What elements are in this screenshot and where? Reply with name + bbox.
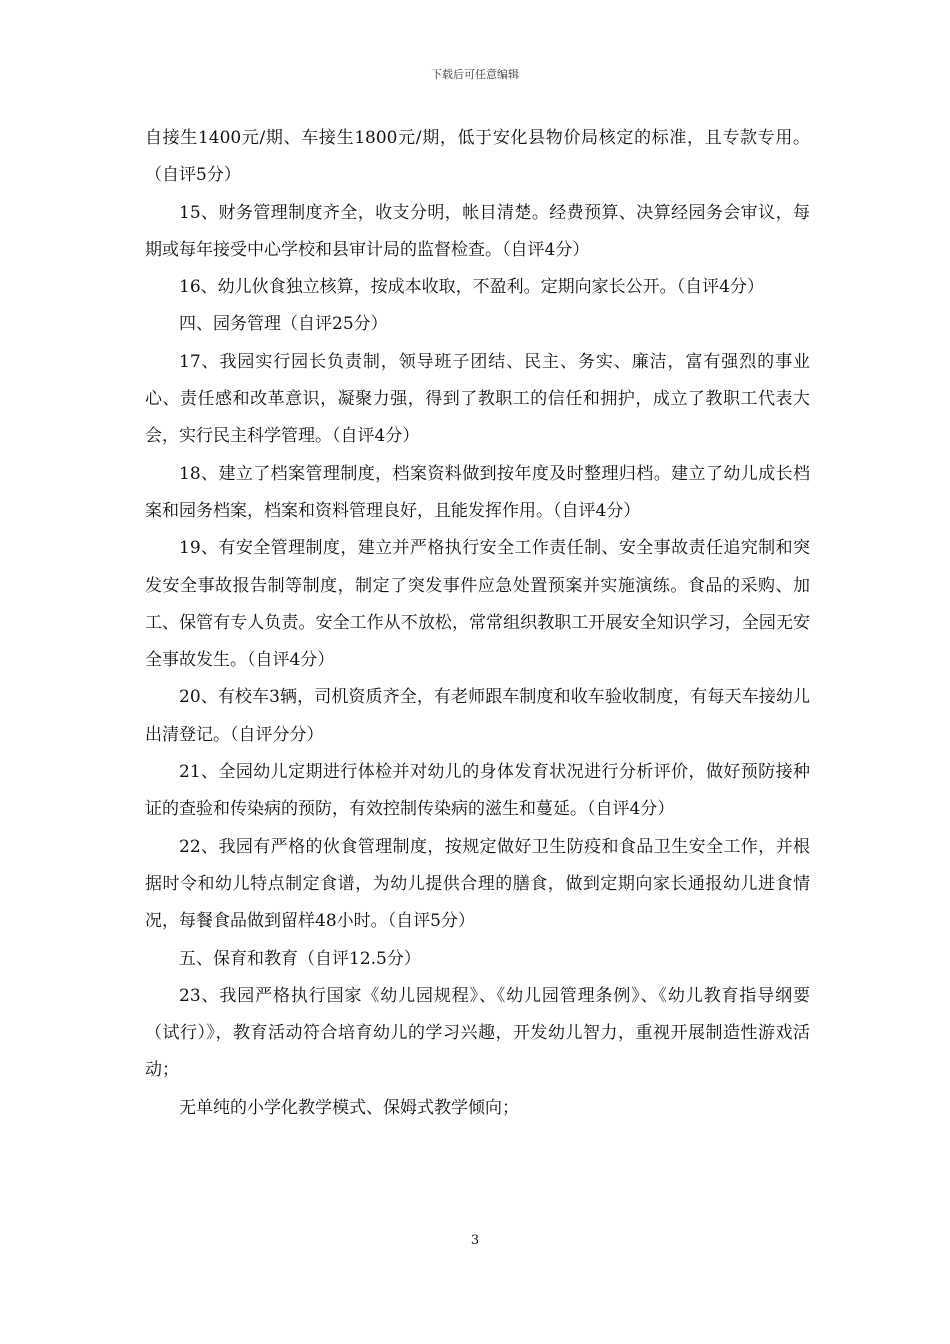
paragraph: 23、我园严格执行国家《幼儿园规程》、《幼儿园管理条例》、《幼儿教育指导纲要（试行）》，教育活动符合培育幼儿的学习兴趣，开发幼儿智力，重视开展制造性游戏活动； [145,985,810,1081]
paragraph: 17、我园实行园长负责制，领导班子团结、民主、务实、廉洁，富有强烈的事业心、责任感和改革意识，凝聚力强，得到了教职工的信任和拥护，成立了教职工代表大会，实行民主科学管理。（自评4分） [145,351,810,447]
paragraph: 22、我园有严格的伙食管理制度，按规定做好卫生防疫和食品卫生安全工作，并根据时令和幼儿特点制定食谱，为幼儿提供合理的膳食，做到定期向家长通报幼儿进食情况，每餐食品做到留样48小时。（自评5分） [145,836,810,932]
section-heading: 四、园务管理（自评25分） [179,314,388,335]
paragraph: 19、有安全管理制度，建立并严格执行安全工作责任制、安全事故责任追究制和突发安全事故报告制等制度，制定了突发事件应急处置预案并实施演练。食品的采购、加工、保管有专人负责。安全工作从不放松，常常组织教职工开展安全知识学习，全园无安全事故发生。（自评4分） [145,538,810,671]
page-header: 下载后可任意编辑 [431,68,519,81]
paragraph: 16、幼儿伙食独立核算，按成本收取，不盈利。定期向家长公开。（自评4分） [179,277,764,298]
page-number: 3 [470,1233,480,1248]
paragraph: 15、财务管理制度齐全，收支分明，帐目清楚。经费预算、决算经园务会审议，每期或每年接受中心学校和县审计局的监督检查。（自评4分） [145,202,810,260]
paragraph: 21、全园幼儿定期进行体检并对幼儿的身体发育状况进行分析评价，做好预防接种证的查验和传染病的预防，有效控制传染病的滋生和蔓延。（自评4分） [145,762,810,820]
paragraph: 20、有校车3辆，司机资质齐全，有老师跟车制度和收车验收制度，有每天车接幼儿出清登记。（自评分分） [145,687,810,745]
paragraph: 无单纯的小学化教学模式、保姆式教学倾向； [179,1097,519,1118]
paragraph: 自接生1400元/期、车接生1800元/期，低于安化县物价局核定的标准，且专款专用。（自评5分） [145,128,810,186]
document-body [145,120,810,1127]
section-heading: 五、保育和教育（自评12.5分） [179,948,421,969]
paragraph: 18、建立了档案管理制度，档案资料做到按年度及时整理归档。建立了幼儿成长档案和园务档案，档案和资料管理良好，且能发挥作用。（自评4分） [145,463,810,521]
